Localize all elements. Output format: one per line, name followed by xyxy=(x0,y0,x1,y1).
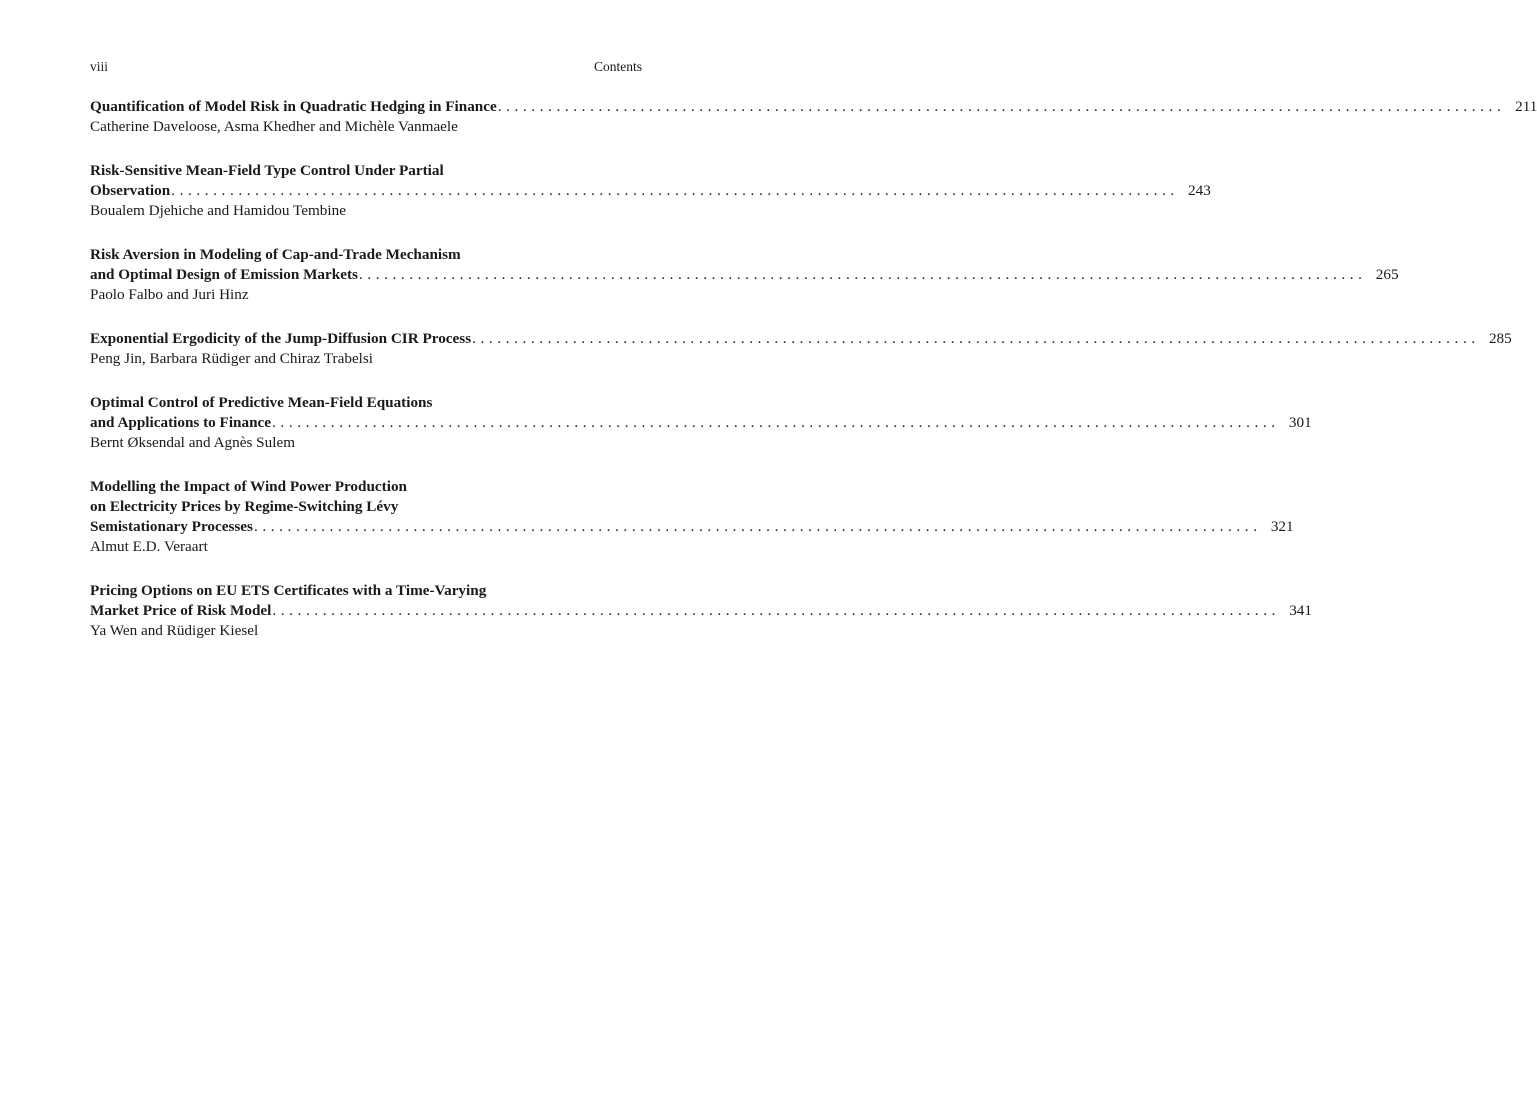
toc-entry[interactable] xyxy=(90,581,1312,641)
dot-leader: ........................................................................................................................ xyxy=(253,518,1262,535)
chapter-title-row xyxy=(90,413,1312,433)
dot-leader: ........................................................................................................................ xyxy=(358,266,1367,283)
chapter-authors: Bernt Øksendal and Agnès Sulem xyxy=(90,434,296,451)
toc-entry[interactable] xyxy=(90,245,1399,305)
page-folio: viii xyxy=(90,59,109,74)
chapter-authors: Paolo Falbo and Juri Hinz xyxy=(90,286,249,303)
chapter-title-row xyxy=(90,265,1399,285)
chapter-title-row xyxy=(90,601,1312,621)
dot-leader: ........................................................................................................................ xyxy=(272,414,1280,431)
dot-leader: ........................................................................................................................ xyxy=(171,182,1179,199)
page-number: 265 xyxy=(1375,266,1399,283)
toc-list xyxy=(90,97,1537,641)
chapter-title-line: Quantification of Model Risk in Quadratic Hedging in Finance xyxy=(90,98,497,115)
running-title: Contents xyxy=(593,59,642,74)
chapter-title-row xyxy=(90,97,1537,117)
dot-leader: ........................................................................................................................ xyxy=(497,98,1506,115)
chapter-title-line: Risk-Sensitive Mean-Field Type Control Under Partial xyxy=(90,162,444,179)
page-number: 285 xyxy=(1488,330,1512,347)
contents-page xyxy=(90,58,1537,665)
chapter-authors: Almut E.D. Veraart xyxy=(90,538,208,555)
chapter-title-line: Optimal Control of Predictive Mean-Field Equations xyxy=(90,394,433,411)
toc-entry[interactable] xyxy=(90,329,1512,369)
dot-leader: ........................................................................................................................ xyxy=(272,602,1280,619)
toc-entry[interactable] xyxy=(90,393,1312,453)
chapter-title-row xyxy=(90,181,1211,201)
chapter-title-line: and Applications to Finance xyxy=(90,414,272,431)
page-number: 211 xyxy=(1515,98,1537,115)
chapter-title-row xyxy=(90,329,1512,349)
toc-entry[interactable] xyxy=(90,161,1211,221)
chapter-title-line: Modelling the Impact of Wind Power Production xyxy=(90,478,407,495)
chapter-title-line: Exponential Ergodicity of the Jump-Diffusion CIR Process xyxy=(90,330,472,347)
chapter-title-row xyxy=(90,517,1294,537)
chapter-authors: Boualem Djehiche and Hamidou Tembine xyxy=(90,202,346,219)
page-number: 243 xyxy=(1188,182,1211,199)
chapter-title-line: on Electricity Prices by Regime-Switching Lévy xyxy=(90,498,399,515)
chapter-authors: Catherine Daveloose, Asma Khedher and Michèle Vanmaele xyxy=(90,118,458,135)
page-number: 321 xyxy=(1270,518,1294,535)
chapter-title-line: Pricing Options on EU ETS Certificates with a Time-Varying xyxy=(90,582,487,599)
chapter-title-line: Risk Aversion in Modeling of Cap-and-Trade Mechanism xyxy=(90,246,461,263)
chapter-title-line: Observation xyxy=(90,182,171,199)
page-number: 341 xyxy=(1289,602,1312,619)
chapter-title-line: Market Price of Risk Model xyxy=(90,602,272,619)
toc-entry[interactable] xyxy=(90,97,1537,137)
toc-entry[interactable] xyxy=(90,477,1294,557)
page-number: 301 xyxy=(1288,414,1312,431)
chapter-authors: Peng Jin, Barbara Rüdiger and Chiraz Trabelsi xyxy=(90,350,374,367)
dot-leader: ........................................................................................................................ xyxy=(472,330,1480,347)
running-head xyxy=(90,58,642,76)
chapter-authors: Ya Wen and Rüdiger Kiesel xyxy=(90,622,259,639)
chapter-title-line: Semistationary Processes xyxy=(90,518,253,535)
chapter-title-line: and Optimal Design of Emission Markets xyxy=(90,266,358,283)
